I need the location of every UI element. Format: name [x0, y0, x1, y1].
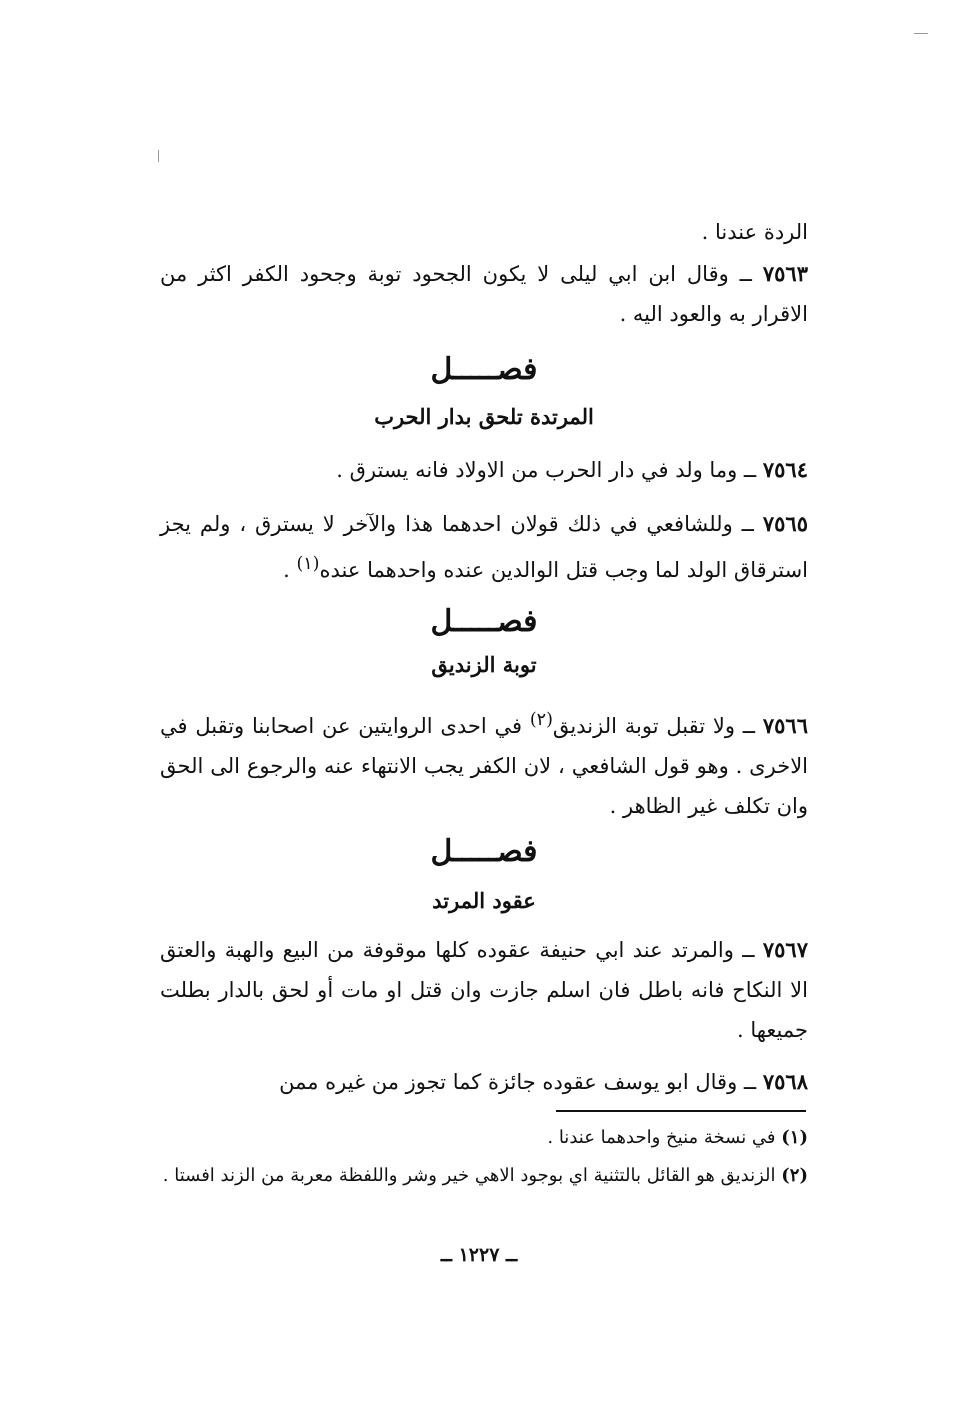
- section-subtitle-3: عقود المرتد: [432, 888, 536, 913]
- paragraph-7566: [160, 700, 808, 826]
- paragraph-7563: [160, 254, 808, 334]
- paragraph-text-end: .: [283, 558, 297, 582]
- section-heading-fasl-1: فصـــــل: [430, 352, 538, 387]
- page-number: ــ ١٢٢٧ ــ: [440, 1244, 518, 1266]
- paragraph-text-2: في احدى الروايتين عن اصحابنا وتقبل في الاخرى . وهو قول الشافعي ، لان الكفر يجب الانتهاء عنه والرجوع الى الحق وان تكلف غير الظاهر .: [160, 714, 808, 818]
- paragraph-number: ٧٥٦٤: [762, 457, 808, 482]
- paragraph-number: ٧٥٦٥: [762, 511, 808, 536]
- section-subtitle-2: توبة الزنديق: [431, 652, 537, 677]
- paragraph-7567: [160, 930, 808, 1050]
- paragraph-7565: [160, 504, 808, 590]
- footnote-separator: [556, 1110, 806, 1112]
- paragraph-7568: [160, 1062, 808, 1102]
- footnote-text: الزنديق هو القائل بالتثنية اي بوجود الاهي خير وشر واللفظة معربة من الزند افستا .: [162, 1165, 782, 1186]
- footnote-ref: (١): [296, 554, 320, 574]
- paragraph-text: ــ ولا تقبل توبة الزنديق: [552, 714, 763, 738]
- footnote-ref: (٢): [529, 710, 553, 730]
- section-heading-fasl-2: فصـــــل: [430, 604, 538, 639]
- footnote-number: (٢): [781, 1165, 808, 1186]
- paragraph-text: ــ والمرتد عند ابي حنيفة عقوده كلها موقوفة من البيع والهبة والعتق الا النكاح فانه باطل فان اسلم جازت وان قتل او مات أو لحق بالدار بطلت جميعها .: [160, 938, 808, 1042]
- section-heading-fasl-3: فصـــــل: [430, 834, 538, 869]
- paragraph-continuation: [160, 212, 808, 252]
- footnote-text: في نسخة منيخ واحدهما عندنا .: [547, 1127, 782, 1148]
- paragraph-text: ــ وللشافعي في ذلك قولان احدهما هذا والآخر لا يسترق ، ولم يجز استرقاق الولد لما وجب قتل الوالدين عنده واحدهما عنده: [160, 512, 808, 582]
- scan-mark-top-right: [914, 33, 928, 34]
- paragraph-number: ٧٥٦٨: [762, 1069, 808, 1094]
- paragraph-text: ــ وما ولد في دار الحرب من الاولاد فانه يسترق .: [336, 458, 763, 482]
- paragraph-number: ٧٥٦٧: [762, 937, 808, 962]
- paragraph-number: ٧٥٦٣: [762, 261, 808, 286]
- paragraph-text: ــ وقال ابن ابي ليلى لا يكون الجحود توبة وجحود الكفر اكثر من الاقرار به والعود اليه .: [160, 262, 808, 326]
- paragraph-text: الردة عندنا .: [701, 220, 808, 244]
- section-subtitle-1: المرتدة تلحق بدار الحرب: [374, 404, 594, 429]
- paragraph-text: ــ وقال ابو يوسف عقوده جائزة كما تجوز من غيره ممن: [279, 1070, 763, 1094]
- paragraph-7564: [160, 450, 808, 490]
- footnote-1: [160, 1122, 808, 1154]
- scan-mark-left: [158, 150, 159, 162]
- footnote-number: (١): [781, 1127, 808, 1148]
- paragraph-number: ٧٥٦٦: [762, 713, 808, 738]
- footnote-2: [160, 1160, 808, 1192]
